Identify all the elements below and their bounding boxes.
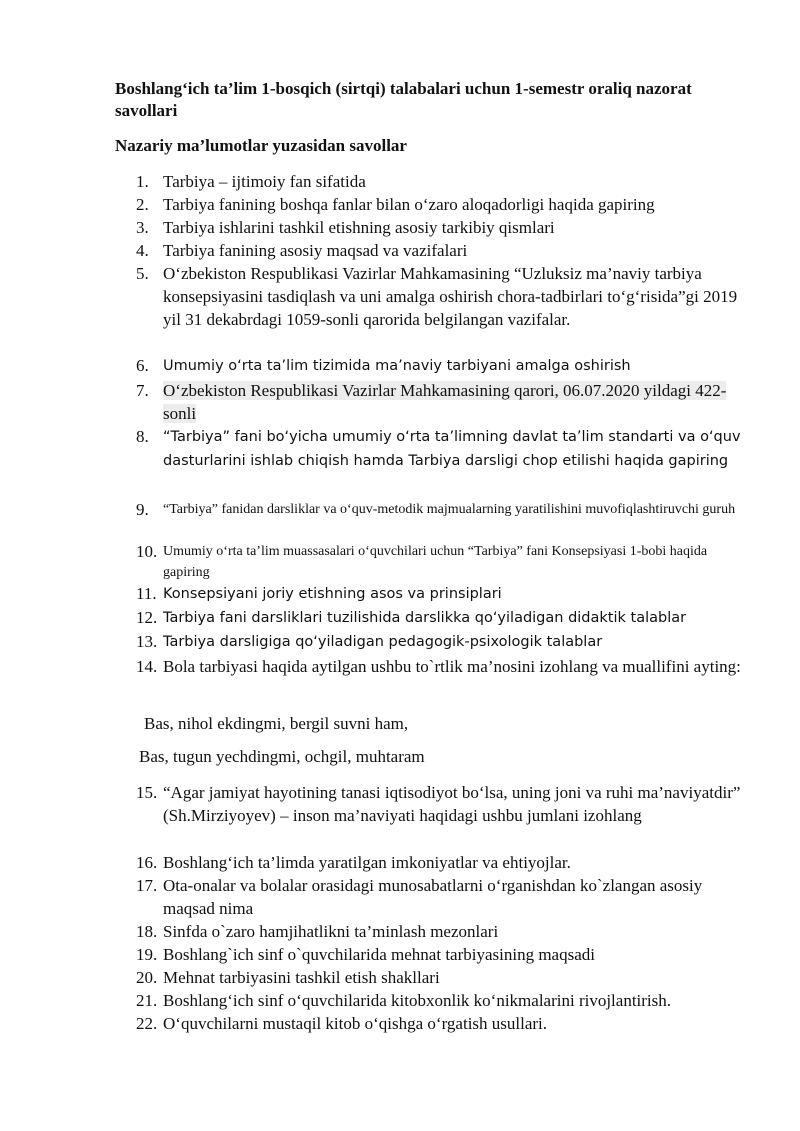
list-item-number: 21. — [136, 991, 158, 1010]
poem-line: Bas, nihol ekdingmi, bergil suvni ham, — [144, 714, 409, 733]
list-item-number: 11. — [136, 584, 157, 603]
list-item-text: Tarbiya – ijtimoiy fan sifatida — [163, 172, 366, 191]
poem-line: Bas, tugun yechdingmi, ochgil, muhtaram — [139, 747, 425, 766]
list-item-text: Tarbiya fani darsliklari tuzilishida darslikka qo‘yiladigan didaktik talablar — [163, 610, 687, 626]
list-item-text: Mehnat tarbiyasini tashkil etish shakllari — [163, 968, 440, 987]
list-item-text: Ota-onalar va bolalar orasidagi munosabatlarni o‘rganishdan ko`zlangan asosiy maqsad nima — [163, 876, 703, 918]
list-item-text: Tarbiya ishlarini tashkil etishning asosiy tarkibiy qismlari — [163, 218, 555, 237]
list-item-text: Boshlang‘ich ta’limda yaratilgan imkoniyatlar va ehtiyojlar. — [163, 853, 571, 872]
list-item-text: Umumiy o‘rta ta’lim tizimida ma’naviy tarbiyani amalga oshirish — [163, 358, 631, 374]
list-item-text: Boshlang‘ich sinf o‘quvchilarida kitobxonlik ko‘nikmalarini rivojlantirish. — [163, 991, 672, 1010]
list-item-number: 7. — [136, 381, 149, 400]
list-item-text: O‘zbekiston Respublikasi Vazirlar Mahkamasining “Uzluksiz ma’naviy tarbiya konsepsiyasini tasdiqlash va uni amalga oshirish chora-tadbirlari to‘g‘risida”gi 2019 yil 31 dekabrdagi 1059-sonli qarorida belgilangan vazifalar. — [163, 264, 738, 329]
list-item-text: Tarbiya darsligiga qo‘yiladigan pedagogik-psixologik talablar — [163, 634, 603, 650]
list-item-number: 22. — [136, 1014, 158, 1033]
list-item-text: Bola tarbiyasi haqida aytilgan ushbu to`rtlik ma’nosini izohlang va muallifini ayting: — [163, 657, 741, 676]
list-item-number: 20. — [136, 968, 158, 987]
list-item-number: 5. — [136, 264, 149, 283]
section-title: Nazariy ma’lumotlar yuzasidan savollar — [115, 136, 407, 155]
list-item-number: 13. — [136, 632, 158, 651]
list-item-text: Tarbiya fanining boshqa fanlar bilan o‘zaro aloqadorligi haqida gapiring — [163, 195, 655, 214]
list-item-number: 9. — [136, 500, 149, 519]
list-item-number: 4. — [136, 241, 149, 260]
list-item-number: 17. — [136, 876, 158, 895]
list-item-number: 3. — [136, 218, 149, 237]
list-item-number: 16. — [136, 853, 158, 872]
list-item-text: Tarbiya fanining asosiy maqsad va vazifalari — [163, 241, 468, 260]
list-item-number: 10. — [136, 542, 158, 561]
list-item-text: “Tarbiya” fanidan darsliklar va o‘quv-metodik majmualarning yaratilishini muvofiqlashtiruvchi guruh — [163, 502, 736, 517]
list-item-text: Boshlang`ich sinf o`quvchilarida mehnat tarbiyasining maqsadi — [163, 945, 595, 964]
list-item-text: O‘quvchilarni mustaqil kitob o‘qishga o‘rgatish usullari. — [163, 1014, 548, 1033]
list-item-number: 19. — [136, 945, 158, 964]
list-item-number: 12. — [136, 608, 158, 627]
list-item-text: Sinfda o`zaro hamjihatlikni ta’minlash mezonlari — [163, 922, 499, 941]
list-item-text: Konsepsiyani joriy etishning asos va prinsiplari — [163, 586, 502, 602]
list-item-number: 2. — [136, 195, 149, 214]
list-item-number: 6. — [136, 356, 149, 375]
list-item-number: 15. — [136, 783, 158, 802]
list-item-number: 8. — [136, 427, 149, 446]
list-item-text-wrapper — [163, 379, 756, 425]
list-item-text: “Tarbiya” fani bo‘yicha umumiy o‘rta ta’limning davlat ta’lim standarti va o‘quv dasturlarini ishlab chiqish hamda Tarbiya darsligi chop etilishi haqida gapiring — [163, 429, 741, 469]
list-item-text: O‘zbekiston Respublikasi Vazirlar Mahkamasining qarori, 06.07.2020 yildagi 422-sonli — [163, 381, 727, 423]
list-item-text: “Agar jamiyat hayotining tanasi iqtisodiyot bo‘lsa, uning joni va ruhi ma’naviyatdir” (Sh.Mirziyoyev) – inson ma’naviyati haqidagi ushbu jumlani izohlang — [163, 783, 741, 825]
list-item-number: 1. — [136, 172, 149, 191]
list-item-number: 14. — [136, 657, 158, 676]
list-item-number: 18. — [136, 922, 158, 941]
list-item-text: Umumiy o‘rta ta’lim muassasalari o‘quvchilari uchun “Tarbiya” fani Konsepsiyasi 1-bobi haqida gapiring — [163, 544, 708, 580]
page-title: Boshlang‘ich ta’lim 1-bosqich (sirtqi) talabalari uchun 1-semestr oraliq nazorat savollari — [115, 79, 692, 120]
